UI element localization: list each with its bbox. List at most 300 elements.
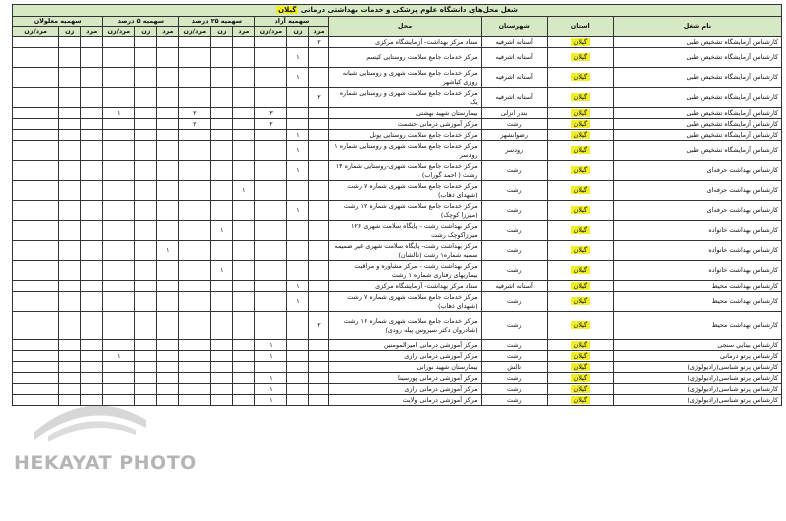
cell-job: کارشناس آزمایشگاه تشخیص طبی [613,130,781,141]
cell-quota [157,384,179,395]
cell-quota [309,395,329,406]
cell-quota [233,130,255,141]
table-row [13,68,782,88]
cell-quota [309,281,329,292]
cell-quota [233,241,255,261]
cell-quota [59,48,81,68]
cell-job: کارشناس بهداشت حرفه‌ای [613,181,781,201]
cell-quota: ۱ [287,68,309,88]
cell-quota [211,161,233,181]
province-label: گیلان [571,396,590,404]
cell-job: کارشناس پرتو شناسی(رادیولوژی) [613,362,781,373]
cell-quota [135,362,157,373]
cell-quota [157,221,179,241]
cell-quota [81,281,103,292]
cell-quota [157,141,179,161]
cell-province [547,88,613,108]
cell-city: رشت [481,395,547,406]
table-row [13,161,782,181]
cell-quota [135,312,157,340]
cell-quota [211,68,233,88]
cell-location: مرکز آموزشی درمانی امیرالمومنین [329,340,481,351]
cell-province [547,292,613,312]
cell-quota [211,48,233,68]
cell-city: رشت [481,241,547,261]
cell-quota [233,119,255,130]
cell-province [547,340,613,351]
cell-quota [59,373,81,384]
cell-job: کارشناس بهداشت حرفه‌ای [613,201,781,221]
cell-city: رشت [481,384,547,395]
cell-city: بندر انزلی [481,108,547,119]
cell-quota [233,362,255,373]
cell-quota [309,108,329,119]
cell-location: بیمارستان شهید نورانی [329,362,481,373]
cell-quota [211,130,233,141]
cell-location: مرکز خدمات جامع سلامت شهری شماره ۷ رشت (شهدای ذهاب) [329,292,481,312]
cell-province [547,130,613,141]
cell-quota [81,119,103,130]
cell-quota [59,161,81,181]
cell-quota [211,241,233,261]
cell-quota [179,373,211,384]
cell-quota [13,181,59,201]
cell-quota [81,161,103,181]
cell-quota [179,351,211,362]
cell-quota [233,88,255,108]
cell-quota [287,108,309,119]
title-province: گیلان [278,6,297,15]
header-job: نام شغل [613,17,781,37]
cell-quota: ۲ [255,119,287,130]
cell-province [547,221,613,241]
cell-quota [309,68,329,88]
cell-quota [135,181,157,201]
cell-province [547,312,613,340]
province-label: گیلان [571,266,590,274]
cell-location: مرکز آموزشی درمانی پورسینا [329,373,481,384]
cell-quota [59,351,81,362]
table-row [13,281,782,292]
province-label: گیلان [571,109,590,117]
cell-quota [157,351,179,362]
cell-quota [309,130,329,141]
cell-quota [13,292,59,312]
cell-quota [255,292,287,312]
cell-province [547,68,613,88]
cell-location: ستاد مرکز بهداشت- آزمایشگاه مرکزی [329,281,481,292]
cell-quota [13,261,59,281]
cell-quota [103,362,135,373]
cell-quota [59,261,81,281]
cell-quota [135,130,157,141]
cell-province [547,201,613,221]
cell-location: مرکز خدمات جامع سلامت شهری شماره ۱۲ رشت (میرزا کوچک) [329,201,481,221]
cell-quota [103,373,135,384]
cell-quota [309,384,329,395]
cell-location: مرکز خدمات جامع سلامت شهری و روستایی شبانه روزی کیاشهر [329,68,481,88]
cell-quota: ۱ [103,108,135,119]
cell-quota [309,221,329,241]
cell-quota [255,161,287,181]
cell-quota [211,37,233,48]
table-row [13,351,782,362]
cell-quota [255,68,287,88]
province-label: گیلان [571,363,590,371]
table-row [13,201,782,221]
cell-quota [255,141,287,161]
cell-quota: ۱ [287,161,309,181]
cell-quota [59,108,81,119]
cell-job: کارشناس پرتو شناسی(رادیولوژی) [613,373,781,384]
cell-city: آستانه اشرفیه [481,37,547,48]
cell-quota [157,161,179,181]
cell-province [547,373,613,384]
cell-quota [81,48,103,68]
table-row [13,119,782,130]
header-province: استان [547,17,613,37]
cell-quota [179,261,211,281]
cell-city: رشت [481,312,547,340]
cell-quota [287,261,309,281]
cell-job: کارشناس بهداشت حرفه‌ای [613,161,781,181]
cell-quota [233,384,255,395]
subheader-both: مرد/زن [255,27,287,37]
cell-province [547,351,613,362]
table-row [13,221,782,241]
subheader-female: زن [287,27,309,37]
table-row [13,37,782,48]
cell-city: تالش [481,362,547,373]
cell-quota [287,373,309,384]
cell-quota [211,340,233,351]
cell-quota: ۱ [287,48,309,68]
cell-quota [103,261,135,281]
cell-quota [211,292,233,312]
province-label: گیلان [571,131,590,139]
cell-quota [309,119,329,130]
cell-quota [81,68,103,88]
cell-quota [13,281,59,292]
header-location: محل [329,17,481,37]
header-city: شهرستان [481,17,547,37]
cell-quota [103,68,135,88]
cell-quota [157,48,179,68]
cell-city: رشت [481,340,547,351]
cell-quota [59,37,81,48]
cell-quota [135,261,157,281]
table-row [13,181,782,201]
cell-job: کارشناس بهداشت خانواده [613,261,781,281]
cell-quota [179,181,211,201]
cell-quota [103,161,135,181]
cell-quota [157,395,179,406]
cell-quota [59,241,81,261]
cell-quota [233,68,255,88]
cell-quota [233,48,255,68]
cell-quota [287,88,309,108]
cell-quota [211,351,233,362]
cell-quota: ۱ [255,384,287,395]
cell-quota [255,241,287,261]
cell-city: رشت [481,161,547,181]
table-row [13,108,782,119]
cell-quota [255,130,287,141]
cell-quota: ۱ [255,351,287,362]
header-quota-free: سهمیه آزاد [255,17,329,27]
cell-quota [103,281,135,292]
cell-city: رضوانشهر [481,130,547,141]
cell-city: آستانه اشرفیه [481,48,547,68]
cell-job: کارشناس آزمایشگاه تشخیص طبی [613,141,781,161]
cell-quota [179,221,211,241]
subheader-male: مرد [233,27,255,37]
cell-province [547,181,613,201]
cell-quota [309,373,329,384]
cell-quota [233,395,255,406]
job-table-container [12,4,782,406]
cell-job: کارشناس بهداشت محیط [613,312,781,340]
cell-quota [233,108,255,119]
cell-quota: ۱ [255,340,287,351]
cell-province [547,384,613,395]
table-row [13,241,782,261]
subheader-male: مرد [157,27,179,37]
cell-quota [135,292,157,312]
cell-city: رشت [481,119,547,130]
province-label: گیلان [571,297,590,305]
cell-quota [211,362,233,373]
cell-quota [135,119,157,130]
cell-quota [287,119,309,130]
cell-quota [13,241,59,261]
cell-quota [157,201,179,221]
cell-quota: ۲ [309,88,329,108]
cell-quota [59,68,81,88]
cell-quota [157,261,179,281]
cell-province [547,261,613,281]
cell-quota [179,141,211,161]
cell-quota [135,68,157,88]
cell-quota [81,373,103,384]
table-title [13,5,782,17]
cell-quota [255,312,287,340]
cell-quota [309,292,329,312]
cell-quota [81,130,103,141]
cell-quota [233,292,255,312]
cell-quota [287,351,309,362]
cell-quota [233,141,255,161]
cell-quota [135,88,157,108]
cell-quota [309,161,329,181]
cell-quota [135,373,157,384]
cell-quota: ۱ [287,292,309,312]
province-label: گیلان [571,321,590,329]
cell-quota [309,362,329,373]
cell-quota [179,241,211,261]
cell-quota [135,241,157,261]
cell-city: رشت [481,221,547,241]
cell-job: کارشناس پرتو شناسی(رادیولوژی) [613,395,781,406]
cell-quota [13,201,59,221]
cell-quota [81,261,103,281]
cell-quota: ۱ [103,351,135,362]
cell-quota [81,201,103,221]
cell-quota [179,384,211,395]
cell-job: کارشناس آزمایشگاه تشخیص طبی [613,68,781,88]
cell-quota [233,373,255,384]
cell-quota [309,48,329,68]
job-table [12,4,782,406]
province-label: گیلان [571,246,590,254]
cell-quota [81,221,103,241]
cell-quota [233,340,255,351]
cell-quota [309,141,329,161]
cell-city: رشت [481,292,547,312]
cell-quota [81,351,103,362]
province-label: گیلان [571,352,590,360]
cell-quota [233,201,255,221]
cell-quota [211,373,233,384]
cell-quota [179,48,211,68]
cell-province [547,281,613,292]
cell-quota [135,108,157,119]
table-row [13,312,782,340]
cell-quota: ۲ [179,108,211,119]
cell-quota [211,395,233,406]
cell-location: مرکز بهداشت رشت - مرکز مشاوره و مراقبت بیماریهای رفتاری شماره ۱ رشت [329,261,481,281]
cell-location: بیمارستان شهید بهشتی [329,108,481,119]
cell-quota [287,395,309,406]
cell-quota [135,161,157,181]
cell-quota: ۲ [309,37,329,48]
cell-quota [211,384,233,395]
cell-quota [59,201,81,221]
cell-quota [287,241,309,261]
cell-quota [81,181,103,201]
cell-province [547,362,613,373]
cell-city: آستانه اشرفیه [481,88,547,108]
cell-quota [255,48,287,68]
cell-city: رودسر [481,141,547,161]
cell-province [547,395,613,406]
cell-location: مرکز خدمات جامع سلامت روستایی پونل [329,130,481,141]
watermark-logo [30,392,150,452]
cell-city: آستانه اشرفیه [481,68,547,88]
cell-quota [287,362,309,373]
cell-quota [309,201,329,221]
cell-quota [81,241,103,261]
cell-quota [211,201,233,221]
cell-quota [157,68,179,88]
header-quota-25: سهمیه ۲۵ درصد [179,17,255,27]
province-label: گیلان [571,93,590,101]
watermark-text: HEKAYAT PHOTO [14,452,197,474]
cell-quota [309,261,329,281]
table-row [13,88,782,108]
cell-quota: ۱ [255,395,287,406]
cell-quota [287,312,309,340]
cell-province [547,37,613,48]
cell-quota [211,108,233,119]
cell-quota [211,281,233,292]
cell-quota [13,37,59,48]
cell-quota: ۲ [179,119,211,130]
cell-quota [13,119,59,130]
cell-city: رشت [481,261,547,281]
cell-quota [255,362,287,373]
cell-job: کارشناس پرتو درمانی [613,351,781,362]
cell-job: کارشناس آزمایشگاه تشخیص طبی [613,108,781,119]
cell-job: کارشناس بهداشت محیط [613,281,781,292]
cell-quota [179,130,211,141]
cell-quota [81,312,103,340]
cell-quota: ۱ [287,141,309,161]
cell-quota [157,119,179,130]
cell-location: مرکز خدمات جامع سلامت روستایی کیسم [329,48,481,68]
cell-quota [103,221,135,241]
subheader-both: مرد/زن [103,27,135,37]
cell-quota [103,292,135,312]
cell-quota [179,292,211,312]
cell-quota [179,340,211,351]
cell-city: رشت [481,373,547,384]
table-row [13,340,782,351]
cell-quota [81,88,103,108]
cell-province [547,119,613,130]
province-label: گیلان [571,282,590,290]
subheader-female: زن [59,27,81,37]
table-row [13,261,782,281]
cell-quota [59,340,81,351]
cell-quota [179,88,211,108]
cell-job: کارشناس بینایی سنجی [613,340,781,351]
cell-quota [179,161,211,181]
cell-quota [59,221,81,241]
cell-quota [255,221,287,241]
cell-quota [135,340,157,351]
cell-quota [13,141,59,161]
cell-province [547,48,613,68]
cell-quota [179,281,211,292]
cell-quota: ۱ [287,130,309,141]
cell-quota [233,351,255,362]
cell-quota [13,351,59,362]
cell-location: مرکز خدمات جامع سلامت شهری و روستایی شماره یک [329,88,481,108]
cell-quota [103,312,135,340]
province-label: گیلان [571,341,590,349]
cell-quota [287,340,309,351]
cell-quota [13,68,59,88]
cell-quota [135,221,157,241]
cell-quota [13,312,59,340]
cell-quota [13,373,59,384]
province-label: گیلان [571,206,590,214]
cell-quota [287,221,309,241]
cell-quota [211,119,233,130]
cell-quota [255,281,287,292]
cell-quota [255,181,287,201]
cell-quota: ۱ [233,181,255,201]
cell-quota [135,141,157,161]
subheader-male: مرد [309,27,329,37]
cell-quota [135,48,157,68]
cell-quota [255,261,287,281]
cell-quota [287,181,309,201]
cell-quota [157,37,179,48]
cell-quota [13,108,59,119]
cell-location: مرکز خدمات جامع سلامت شهری-روستایی شماره ۱۴ رشت ( احمد گوراب) [329,161,481,181]
